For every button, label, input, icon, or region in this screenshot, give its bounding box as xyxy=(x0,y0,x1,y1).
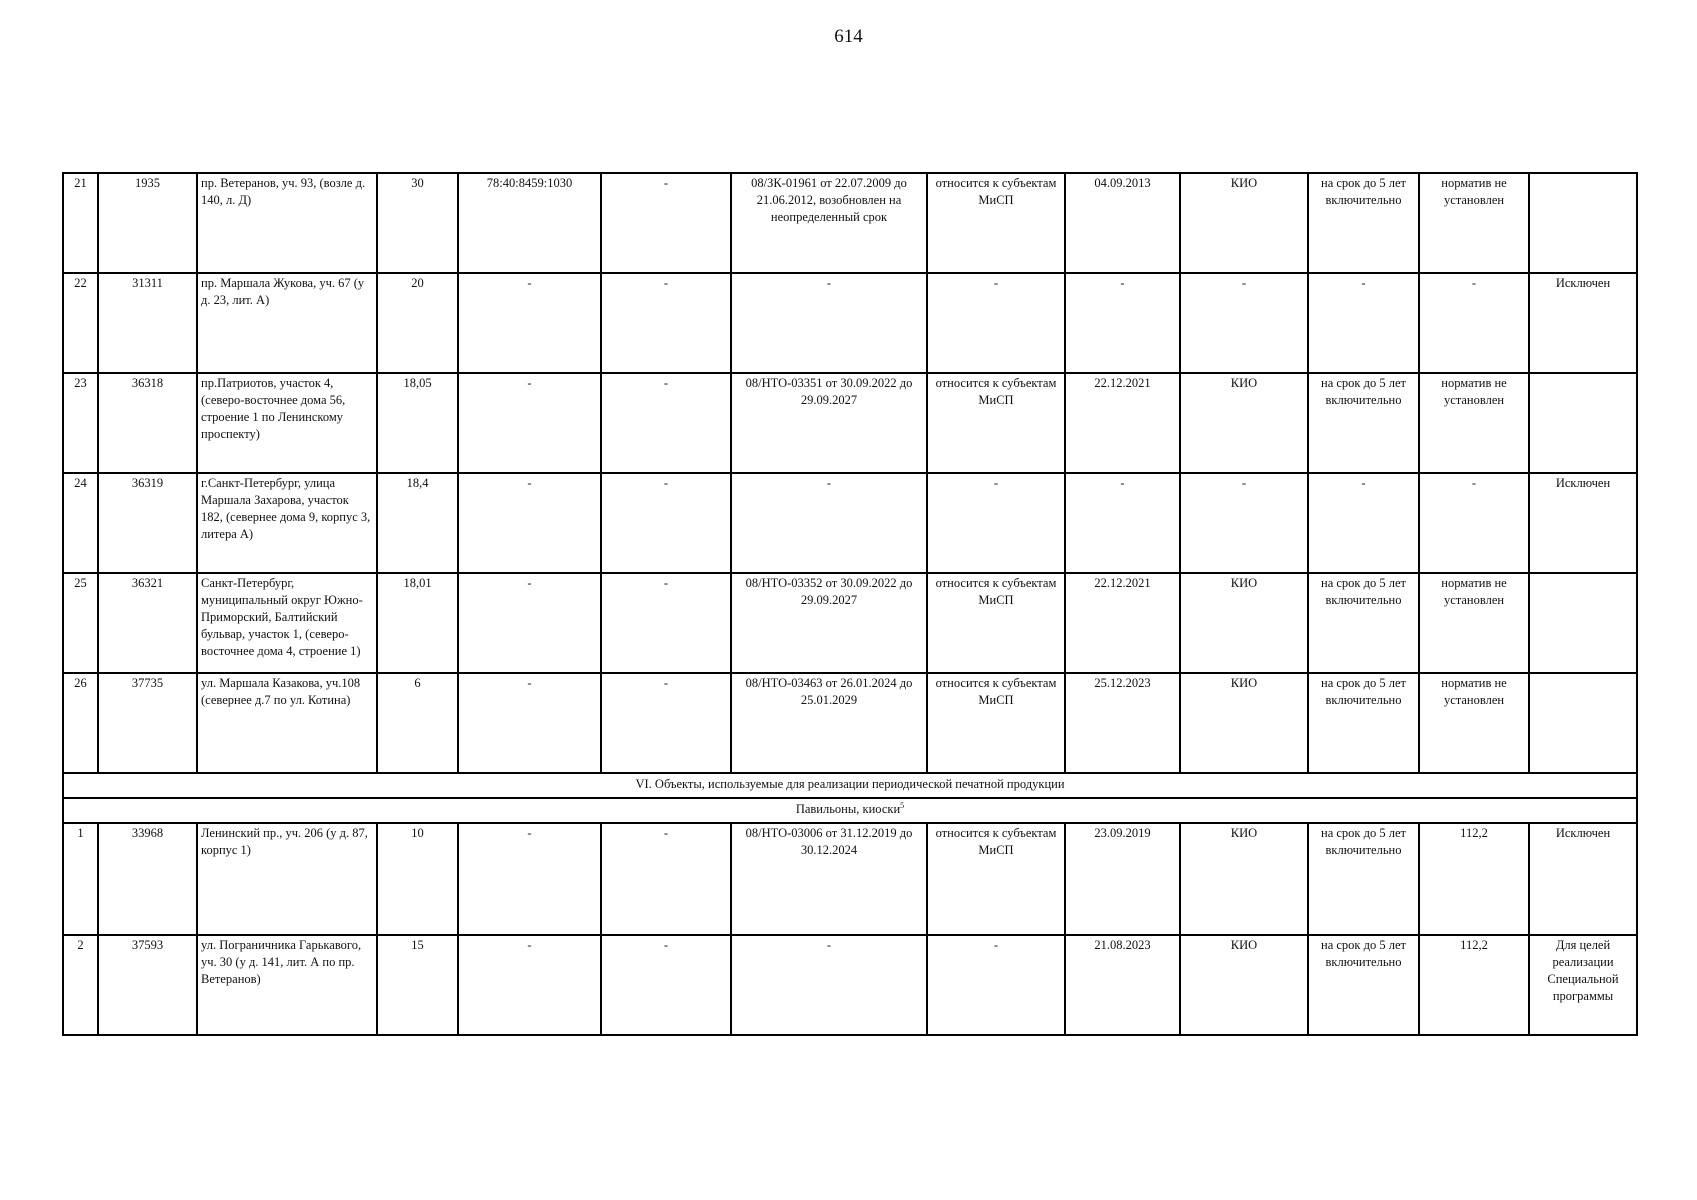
footnote-marker: 5 xyxy=(900,800,905,810)
cadastral-number: - xyxy=(458,823,601,935)
smsp-status: - xyxy=(927,273,1065,373)
object-address: пр. Маршала Жукова, уч. 67 (у д. 23, лит. А) xyxy=(197,273,377,373)
contract-info: - xyxy=(731,935,927,1035)
smsp-status: относится к субъектам МиСП xyxy=(927,573,1065,673)
row-number: 1 xyxy=(63,823,98,935)
table-row xyxy=(63,273,1637,373)
organization: КИО xyxy=(1180,673,1308,773)
norm: норматив не установлен xyxy=(1419,573,1529,673)
row-number: 22 xyxy=(63,273,98,373)
smsp-status: - xyxy=(927,935,1065,1035)
table-row xyxy=(63,473,1637,573)
cadastral-number: - xyxy=(458,673,601,773)
object-area: 18,05 xyxy=(377,373,458,473)
column-6-value: - xyxy=(601,823,731,935)
organization: КИО xyxy=(1180,573,1308,673)
note xyxy=(1529,373,1637,473)
column-6-value: - xyxy=(601,373,731,473)
section-title: VI. Объекты, используемые для реализации периодической печатной продукции xyxy=(63,773,1637,798)
subsection-title: Павильоны, киоски xyxy=(795,802,901,816)
object-code: 31311 xyxy=(98,273,197,373)
note xyxy=(1529,673,1637,773)
object-address: Ленинский пр., уч. 206 (у д. 87, корпус 1) xyxy=(197,823,377,935)
object-address: г.Санкт-Петербург, улица Маршала Захарова, участок 182, (севернее дома 9, корпус 3, литера А) xyxy=(197,473,377,573)
smsp-status: относится к субъектам МиСП xyxy=(927,673,1065,773)
smsp-status: относится к субъектам МиСП xyxy=(927,373,1065,473)
term: - xyxy=(1308,273,1419,373)
norm: 112,2 xyxy=(1419,823,1529,935)
cadastral-number: 78:40:8459:1030 xyxy=(458,173,601,273)
note xyxy=(1529,173,1637,273)
term: на срок до 5 лет включительно xyxy=(1308,935,1419,1035)
object-code: 37735 xyxy=(98,673,197,773)
contract-info: 08/НТО-03352 от 30.09.2022 до 29.09.2027 xyxy=(731,573,927,673)
norm: 112,2 xyxy=(1419,935,1529,1035)
object-address: пр.Патриотов, участок 4, (северо-восточнее дома 56, строение 1 по Ленинскому проспекту) xyxy=(197,373,377,473)
term: на срок до 5 лет включительно xyxy=(1308,573,1419,673)
inclusion-date: 22.12.2021 xyxy=(1065,573,1180,673)
table-row xyxy=(63,673,1637,773)
object-code: 1935 xyxy=(98,173,197,273)
term: на срок до 5 лет включительно xyxy=(1308,373,1419,473)
norm: - xyxy=(1419,473,1529,573)
note: Исключен xyxy=(1529,823,1637,935)
object-address: ул. Маршала Казакова, уч.108 (севернее д.7 по ул. Котина) xyxy=(197,673,377,773)
term: на срок до 5 лет включительно xyxy=(1308,823,1419,935)
column-6-value: - xyxy=(601,173,731,273)
object-address: ул. Пограничника Гарькавого, уч. 30 (у д. 141, лит. А по пр. Ветеранов) xyxy=(197,935,377,1035)
table-row xyxy=(63,823,1637,935)
page-number: 614 xyxy=(834,26,863,47)
subsection-cell xyxy=(63,798,1637,823)
norm: норматив не установлен xyxy=(1419,373,1529,473)
object-code: 36319 xyxy=(98,473,197,573)
object-code: 36321 xyxy=(98,573,197,673)
cadastral-number: - xyxy=(458,473,601,573)
contract-info: 08/НТО-03006 от 31.12.2019 до 30.12.2024 xyxy=(731,823,927,935)
contract-info: 08/ЗК-01961 от 22.07.2009 до 21.06.2012, возобновлен на неопределенный срок xyxy=(731,173,927,273)
organization: КИО xyxy=(1180,373,1308,473)
object-area: 10 xyxy=(377,823,458,935)
norm: норматив не установлен xyxy=(1419,173,1529,273)
row-number: 26 xyxy=(63,673,98,773)
column-6-value: - xyxy=(601,935,731,1035)
object-area: 15 xyxy=(377,935,458,1035)
object-code: 36318 xyxy=(98,373,197,473)
inclusion-date: - xyxy=(1065,473,1180,573)
inclusion-date: 04.09.2013 xyxy=(1065,173,1180,273)
column-6-value: - xyxy=(601,573,731,673)
row-number: 23 xyxy=(63,373,98,473)
column-6-value: - xyxy=(601,273,731,373)
smsp-status: - xyxy=(927,473,1065,573)
note: Исключен xyxy=(1529,273,1637,373)
row-number: 21 xyxy=(63,173,98,273)
object-code: 37593 xyxy=(98,935,197,1035)
smsp-status: относится к субъектам МиСП xyxy=(927,823,1065,935)
term: на срок до 5 лет включительно xyxy=(1308,673,1419,773)
organization: КИО xyxy=(1180,823,1308,935)
contract-info: - xyxy=(731,473,927,573)
table-row xyxy=(63,935,1637,1035)
object-area: 18,4 xyxy=(377,473,458,573)
cadastral-number: - xyxy=(458,935,601,1035)
row-number: 24 xyxy=(63,473,98,573)
term: на срок до 5 лет включительно xyxy=(1308,173,1419,273)
column-6-value: - xyxy=(601,673,731,773)
organization: КИО xyxy=(1180,935,1308,1035)
inclusion-date: - xyxy=(1065,273,1180,373)
section-header-row xyxy=(63,773,1637,798)
smsp-status: относится к субъектам МиСП xyxy=(927,173,1065,273)
object-code: 33968 xyxy=(98,823,197,935)
cadastral-number: - xyxy=(458,273,601,373)
note xyxy=(1529,573,1637,673)
row-number: 2 xyxy=(63,935,98,1035)
inclusion-date: 23.09.2019 xyxy=(1065,823,1180,935)
contract-info: 08/НТО-03463 от 26.01.2024 до 25.01.2029 xyxy=(731,673,927,773)
organization: КИО xyxy=(1180,173,1308,273)
row-number: 25 xyxy=(63,573,98,673)
organization: - xyxy=(1180,473,1308,573)
norm: норматив не установлен xyxy=(1419,673,1529,773)
norm: - xyxy=(1419,273,1529,373)
note: Для целей реализации Специальной программы xyxy=(1529,935,1637,1035)
inclusion-date: 22.12.2021 xyxy=(1065,373,1180,473)
subsection-header-row xyxy=(63,798,1637,823)
object-area: 6 xyxy=(377,673,458,773)
term: - xyxy=(1308,473,1419,573)
object-area: 30 xyxy=(377,173,458,273)
table-row xyxy=(63,173,1637,273)
inclusion-date: 25.12.2023 xyxy=(1065,673,1180,773)
object-address: пр. Ветеранов, уч. 93, (возле д. 140, л. Д) xyxy=(197,173,377,273)
contract-info: - xyxy=(731,273,927,373)
organization: - xyxy=(1180,273,1308,373)
cadastral-number: - xyxy=(458,373,601,473)
note: Исключен xyxy=(1529,473,1637,573)
table-row xyxy=(63,573,1637,673)
register-table xyxy=(62,172,1638,1036)
table-row xyxy=(63,373,1637,473)
contract-info: 08/НТО-03351 от 30.09.2022 до 29.09.2027 xyxy=(731,373,927,473)
object-address: Санкт-Петербург, муниципальный округ Южно-Приморский, Балтийский бульвар, участок 1, (северо-восточнее дома 4, строение 1) xyxy=(197,573,377,673)
inclusion-date: 21.08.2023 xyxy=(1065,935,1180,1035)
object-area: 20 xyxy=(377,273,458,373)
column-6-value: - xyxy=(601,473,731,573)
cadastral-number: - xyxy=(458,573,601,673)
object-area: 18,01 xyxy=(377,573,458,673)
